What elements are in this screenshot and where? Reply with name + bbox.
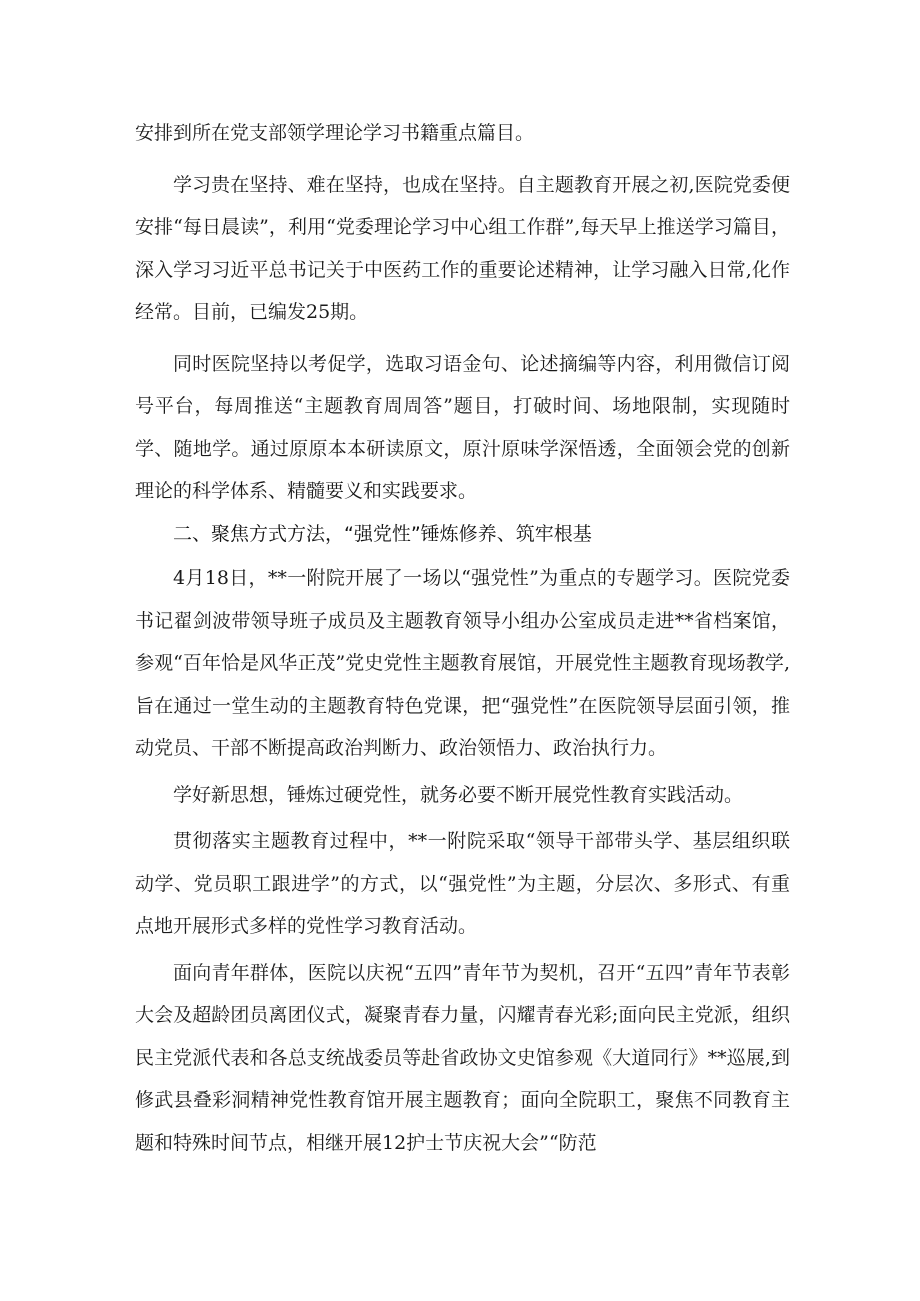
paragraph-youth-groups: 面向青年群体，医院以庆祝“五四”青年节为契机，召开“五四”青年节表彰大会及超龄团员离团仪式，凝聚青春力量，闪耀青春光彩;面向民主党派，组织民主党派代表和各总支统战委员等赴省政协文史馆参观《大道同行》**巡展,到修武县叠彩洞精神党性教育馆开展主题教育；面向全院职工，聚焦不同教育主题和特殊时间节点，相继开展12护士节庆祝大会”“防范 [135,961,790,1154]
section-heading: 二、聚焦方式方法，“强党性”锤炼修养、筑牢根基 [173,522,592,545]
paragraph-exam-learning: 同时医院坚持以考促学，选取习语金句、论述摘编等内容，利用微信订阅号平台，每周推送“主题教育周周答”题目，打破时间、场地限制，实现随时学、随地学。通过原原本本研读原文，原汁原味学深悟透，全面领会党的创新理论的科学体系、精髓要义和实践要求。 [135,352,790,502]
paragraph-april-study: 4月18日，**一附院开展了一场以“强党性”为重点的专题学习。医院党委书记翟剑波带领导班子成员及主题教育领导小组办公室成员走进**省档案馆，参观“百年恰是风华正茂”党史党性主题教育展馆，开展党性主题教育现场教学,旨在通过一堂生动的主题教育特色党课，把“强党性”在医院领导层面引领，推动党员、干部不断提高政治判断力、政治领悟力、政治执行力。 [135,567,790,759]
paragraph-implementation: 贯彻落实主题教育过程中，**一附院采取“领导干部带头学、基层组织联动学、党员职工跟进学”的方式，以“强党性”为主题，分层次、多形式、有重点地开展形式多样的党性学习教育活动。 [135,830,790,937]
paragraph-continuation: 安排到所在党支部领学理论学习书籍重点篇目。 [135,122,535,144]
paragraph-new-thought: 学好新思想，锤炼过硬党性，就务必要不断开展党性教育实践活动。 [173,783,744,806]
document-body [135,112,790,1164]
paragraph-daily-reading: 学习贵在坚持、难在坚持，也成在坚持。自主题教育开展之初,医院党委便安排“每日晨读”，利用“党委理论学习中心组工作群”,每天早上推送学习篇目，深入学习习近平总书记关于中医药工作的重要论述精神，让学习融入日常,化作经常。目前，已编发25期。 [135,173,790,323]
